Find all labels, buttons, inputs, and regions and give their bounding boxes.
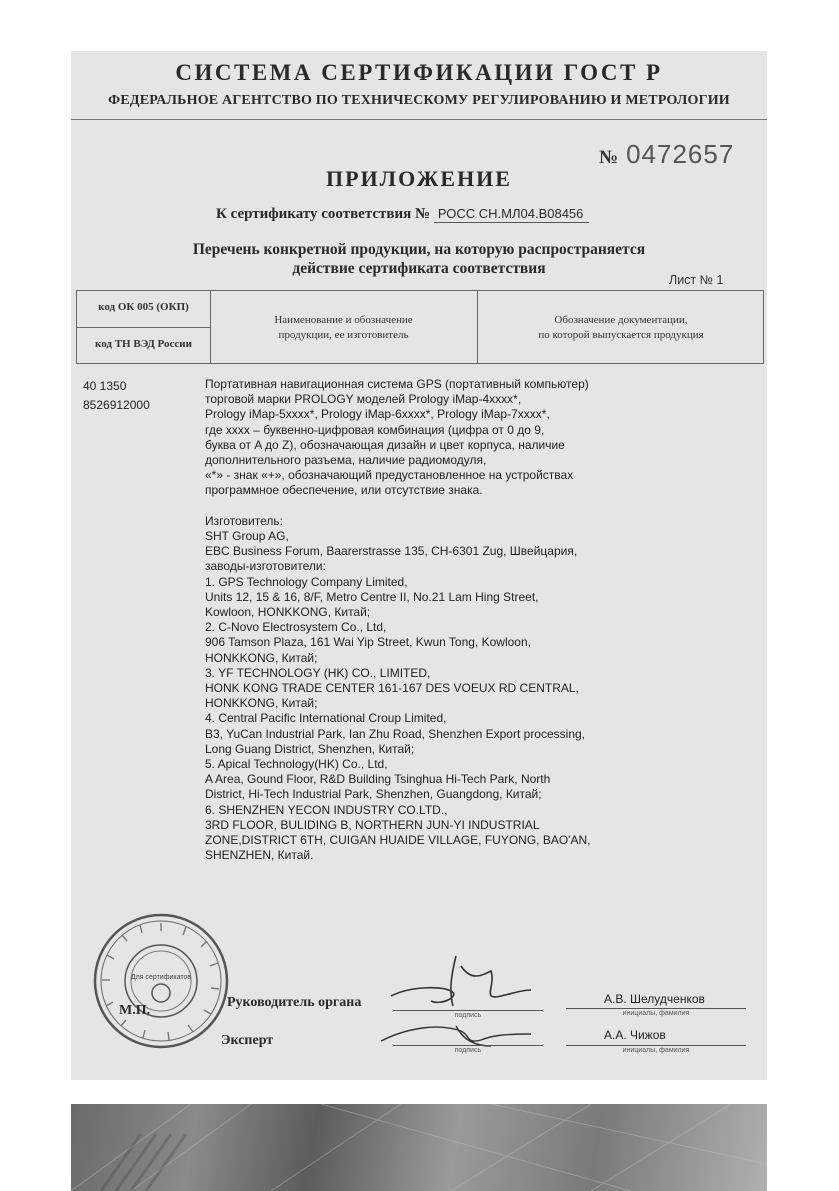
header-documentation-line: по которой выпускается продукция bbox=[538, 329, 704, 341]
header-documentation bbox=[482, 313, 760, 343]
certification-system-title: СИСТЕМА СЕРТИФИКАЦИИ ГОСТ Р bbox=[175, 60, 663, 85]
description-line: District, Hi-Tech Industrial Park, Shenzhen, Guangdong, Китай; bbox=[205, 787, 542, 802]
seal-center-text: Для сертификатов bbox=[130, 974, 192, 981]
description-line: 2. C-Novo Electrosystem Co., Ltd, bbox=[205, 620, 387, 635]
description-line: 6. SHENZHEN YECON INDUSTRY CO.LTD., bbox=[205, 802, 448, 817]
header-product-name-line: Наименование и обозначение bbox=[274, 314, 413, 326]
description-line: HONK KONG TRADE CENTER 161-167 DES VOEUX RD CENTRAL, bbox=[205, 681, 579, 696]
description-line: где xxxx – буквенно-цифровая комбинация (цифра от 0 до 9, bbox=[205, 422, 545, 437]
description-line: буква от A до Z), обозначающая дизайн и цвет корпуса, наличие bbox=[205, 437, 565, 452]
description-line: Long Guang District, Shenzhen, Китай; bbox=[205, 741, 415, 756]
description-line: 5. Apical Technology(HK) Co., Ltd, bbox=[205, 757, 388, 772]
product-codes bbox=[83, 377, 150, 415]
expert-name-caption: инициалы, фамилия bbox=[622, 1047, 690, 1054]
form-number-value: 0472657 bbox=[626, 139, 735, 169]
description-line: торговой марки PROLOGY моделей Prology iMap-4xxxx*, bbox=[205, 392, 522, 407]
description-line: B3, YuCan Industrial Park, Ian Zhu Road, Shenzhen Export processing, bbox=[205, 726, 586, 741]
description-line: «*» - знак «+», обозначающий предустановленное на устройствах bbox=[205, 468, 574, 483]
expert-signature-caption: подпись bbox=[454, 1047, 482, 1054]
expert-signature-line bbox=[393, 1045, 543, 1046]
description-line: программное обеспечение, или отсутствие знака. bbox=[205, 483, 483, 498]
certificate-number: РОСС CH.МЛ04.В08456 bbox=[434, 206, 590, 223]
lead-line-1: Перечень конкретной продукции, на которую распространяется bbox=[192, 241, 646, 258]
expert-name: А.А. Чижов bbox=[604, 1028, 666, 1042]
description-line: Kowloon, HONKKONG, Китай; bbox=[205, 605, 371, 620]
description-line: HONKKONG, Китай; bbox=[205, 650, 318, 665]
head-signature-caption: подпись bbox=[454, 1012, 482, 1019]
description-line: Units 12, 15 & 16, 8/F, Metro Centre II, No.21 Lam Hing Street, bbox=[205, 589, 539, 604]
lead-line-2: действие сертификата соответствия bbox=[292, 260, 546, 277]
header-code-tnved: код ТН ВЭД России bbox=[95, 338, 192, 350]
description-line: 4. Central Pacific International Croup Limited, bbox=[205, 711, 447, 726]
federal-agency-title: ФЕДЕРАЛЬНОЕ АГЕНТСТВО ПО ТЕХНИЧЕСКОМУ РЕГУЛИРОВАНИЮ И МЕТРОЛОГИИ bbox=[108, 93, 730, 108]
form-number-label: № bbox=[599, 147, 619, 168]
certificate-label: К сертификату соответствия № bbox=[216, 206, 431, 222]
document-title: ПРИЛОЖЕНИЕ bbox=[326, 166, 512, 191]
head-signature bbox=[371, 946, 541, 1016]
description-line: SHENZHEN, Китай. bbox=[205, 848, 314, 863]
code-okp-value: 40 1350 bbox=[83, 379, 127, 393]
description-line: Prology iMap-5xxxx*, Prology iMap-6xxxx*, Prology iMap-7xxxx*, bbox=[205, 407, 550, 422]
footer-band-pattern bbox=[71, 1104, 767, 1191]
head-signature-line bbox=[393, 1010, 543, 1011]
description-line bbox=[205, 499, 755, 514]
description-line: 906 Tamson Plaza, 161 Wai Yip Street, Kwun Tong, Kowloon, bbox=[205, 635, 531, 650]
expert-name-line bbox=[566, 1045, 746, 1046]
official-seal-stamp bbox=[91, 911, 231, 1051]
description-line: Изготовитель: bbox=[205, 513, 283, 528]
description-line: ZONE,DISTRICT 6TH, CUIGAN HUAIDE VILLAGE, FUYONG, BAO'AN, bbox=[205, 833, 591, 848]
description-line: A Area, Gound Floor, R&D Building Tsinghua Hi-Tech Park, North bbox=[205, 772, 551, 787]
description-line: EBC Business Forum, Baarerstrasse 135, CH-6301 Zug, Швейцария, bbox=[205, 544, 578, 559]
description-line: заводы-изготовители: bbox=[205, 559, 326, 574]
description-line: 1. GPS Technology Company Limited, bbox=[205, 574, 408, 589]
header-code-okp: код ОК 005 (ОКП) bbox=[98, 301, 189, 313]
decorative-footer-band bbox=[71, 1104, 767, 1191]
header-product-name-line: продукции, ее изготовитель bbox=[278, 329, 409, 341]
description-line: HONKKONG, Китай; bbox=[205, 696, 318, 711]
head-name-line bbox=[566, 1008, 746, 1009]
certificate-appendix-page bbox=[71, 51, 767, 1080]
product-description bbox=[205, 377, 755, 864]
head-of-body-label: Руководитель органа bbox=[227, 995, 362, 1010]
description-line: Портативная навигационная система GPS (портативный компьютер) bbox=[205, 377, 589, 391]
description-line: 3. YF TECHNOLOGY (HK) CO., LIMITED, bbox=[205, 665, 431, 680]
header-divider bbox=[71, 119, 767, 120]
head-name-caption: инициалы, фамилия bbox=[622, 1010, 690, 1017]
table-divider bbox=[77, 327, 210, 328]
mp-label: М.П. bbox=[119, 1003, 151, 1018]
sheet-number: Лист № 1 bbox=[669, 273, 724, 287]
table-divider bbox=[210, 291, 211, 363]
certificate-reference bbox=[216, 206, 589, 223]
product-table-header bbox=[76, 290, 764, 364]
header-product-name bbox=[217, 313, 470, 343]
description-line: SHT Group AG, bbox=[205, 529, 289, 544]
table-divider bbox=[477, 291, 478, 363]
head-name: А.В. Шелудченков bbox=[604, 992, 705, 1006]
expert-label: Эксперт bbox=[221, 1033, 274, 1048]
description-line: дополнительного разъема, наличие радиомодуля, bbox=[205, 453, 487, 468]
header-documentation-line: Обозначение документации, bbox=[554, 314, 688, 326]
code-tnved-value: 8526912000 bbox=[83, 398, 150, 412]
description-line: 3RD FLOOR, BULIDING B, NORTHERN JUN-YI INDUSTRIAL bbox=[205, 817, 540, 832]
